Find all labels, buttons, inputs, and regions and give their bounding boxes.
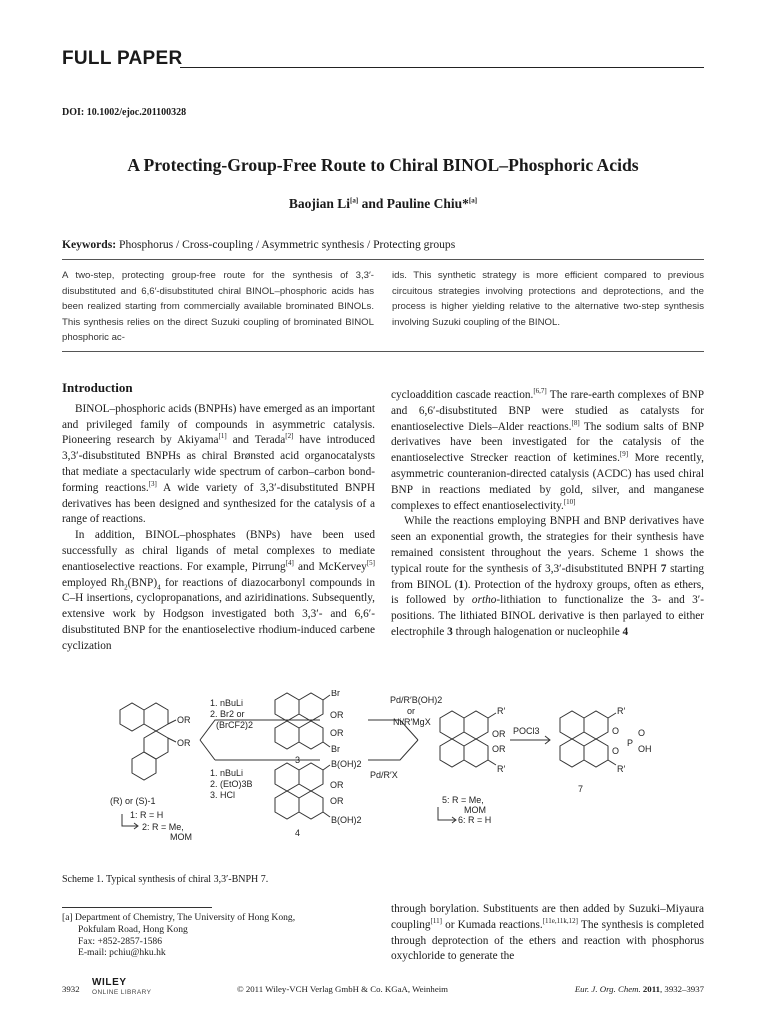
journal-pages: , 3932–3937 <box>660 984 704 994</box>
scheme-o: O <box>638 728 646 738</box>
journal-year: 2011 <box>642 984 661 994</box>
paper-title: A Protecting-Group-Free Route to Chiral BINOL–Phosphoric Acids <box>127 155 639 175</box>
keywords <box>62 238 704 251</box>
copyright: © 2011 Wiley-VCH Verlag GmbH & Co. KGaA, Weinheim <box>237 984 449 994</box>
scheme-rp: R′ <box>497 706 506 716</box>
compound-5-label: 5: R = Me, <box>442 795 484 805</box>
scheme-oh: OH <box>638 744 652 754</box>
column-right-lower <box>391 902 704 965</box>
scheme-reagent: 1. nBuLi <box>210 768 244 778</box>
compound-1-label: (R) or (S)-1 <box>110 796 156 806</box>
author-1-affil: [a] <box>350 196 359 205</box>
page-footer <box>62 978 704 1002</box>
compound-4-label: 4 <box>295 828 301 838</box>
abstract-top-rule <box>62 259 704 260</box>
abstract-right: ids. This synthetic strategy is more efficient compared to previous circuitous strategies involving protections and deprotections, and the process is higher yielding relative to the alternative two-step synthesis involving Suzuki coupling of the BINOL. <box>392 270 704 328</box>
keywords-text: Phosphorus / Cross-coupling / Asymmetric synthesis / Protecting groups <box>116 238 456 251</box>
footnote-line: Pokfulam Road, Hong Kong <box>78 923 188 935</box>
header-label: FULL PAPER <box>62 48 183 69</box>
scheme-reagent: (BrCF2)2 <box>216 720 254 730</box>
scheme-reagent: 3. HCl <box>210 790 236 800</box>
doi: DOI: 10.1002/ejoc.201100328 <box>62 107 187 118</box>
compound-3-label: 3 <box>295 755 301 765</box>
footnote-email[interactable]: E-mail: pchiu@hku.hk <box>78 947 166 959</box>
scheme-reagent: 1. nBuLi <box>210 698 244 708</box>
wiley-logo[interactable] <box>92 978 151 998</box>
scheme-rp: R′ <box>497 764 506 774</box>
authors <box>62 196 704 212</box>
scheme-or: OR <box>330 728 344 738</box>
scheme-reagent: Pd/R′B(OH)2 <box>390 695 443 705</box>
page-number: 3932 <box>62 984 80 994</box>
scheme-br: Br <box>331 690 340 698</box>
abstract <box>62 268 704 346</box>
scheme-o: O <box>612 746 620 756</box>
scheme-or: OR <box>177 715 191 725</box>
logo-word: WILEY <box>92 977 127 988</box>
compound-7-label: 7 <box>578 784 584 794</box>
running-header <box>62 48 704 74</box>
keywords-label: Keywords: <box>62 238 117 251</box>
footnote-rule <box>62 907 212 908</box>
scheme-boh2: B(OH)2 <box>331 815 362 825</box>
header-rule <box>180 67 704 68</box>
paragraph: through borylation. Substituents are then added by Suzuki–Miyaura coupling[11] or Kumada reactions.[11e,11k,12] The synthesis is completed through deprotection of the ethers and reaction with phosphorus oxychloride to generate the <box>391 903 704 963</box>
scheme-or: OR <box>330 796 344 806</box>
scheme-p: P <box>627 738 634 748</box>
author-and: and <box>358 196 387 211</box>
abstract-left: A two-step, protecting group-free route for the synthesis of 3,3′-disubstituted and 6,6′-disubstituted chiral BINOL–phosphoric acids has been realized starting from commercially available brominated BINOLs. This synthesis relies on the direct Suzuki coupling of brominated BINOL phosphoric ac- <box>62 270 374 344</box>
scheme-rp: R′ <box>617 706 626 716</box>
scheme-reagent: or <box>407 706 416 716</box>
scheme-or: OR <box>330 710 344 720</box>
scheme-mom: MOM <box>170 832 192 842</box>
scheme-o: O <box>612 726 620 736</box>
author-2: Pauline Chiu* <box>386 196 469 211</box>
scheme-pocl3: POCl3 <box>513 726 540 736</box>
scheme-reagent: 2. Br2 or <box>210 709 245 719</box>
scheme-or: OR <box>330 780 344 790</box>
compound-6-label: 6: R = H <box>458 815 492 825</box>
scheme-or: OR <box>492 744 506 754</box>
scheme-or: OR <box>492 729 506 739</box>
journal-name: Eur. J. Org. Chem. <box>574 984 641 994</box>
journal-citation <box>575 984 704 994</box>
scheme-rp: R′ <box>617 764 626 774</box>
scheme-r-h: 1: R = H <box>130 810 164 820</box>
scheme-reagent: 2. (EtO)3B <box>210 779 253 789</box>
logo-sub: ONLINE LIBRARY <box>92 989 152 996</box>
author-1: Baojian Li <box>288 196 351 211</box>
paragraph: In addition, BINOL–phosphates (BNPs) have been used successfully as chiral ligands of metal complexes to mediate enantioselective reactions. For example, Pirrung[4] and McKervey[5] employed $Rh_2(BNP)_4$ for reactions of diazocarbonyl compounds in C–H insertions, cyclopropanations, and aziridinations. Subsequently, extensive work by Hodgson investigated both 3,3′- and 6,6′-disubstituted BNP for the enantioselective rhodium-induced carbene cyclization <box>62 529 375 652</box>
scheme-1 <box>100 690 720 870</box>
paragraph: cycloaddition cascade reaction.[6,7] The rare-earth complexes of BNP and 6,6′-disubstituted BNP were studied as catalysts for enantioselective Diels–Alder reactions.[8] The sodium salts of BNP derivatives have been investigated for the catalysis of the enantioselective Strecker reaction of ketimines.[9] More recently, asymmetric counteranion-directed catalysis (ACDC) has used chiral BNP in reactions mediated by gold, silver, and manganese complexes to effect enantioselectivity.[10] <box>391 387 704 512</box>
author-2-affil: [a] <box>468 196 478 205</box>
affiliation-footnote <box>62 912 392 959</box>
footnote-line: Fax: +852-2857-1586 <box>78 935 163 947</box>
section-heading: Introduction <box>62 380 133 395</box>
paragraph: BINOL–phosphoric acids (BNPHs) have emerged as an important and privileged family of compounds in asymmetric catalysis. Pioneering research by Akiyama[1] and Terada[2] have introduced 3,3′-disubstituted BNPHs as chiral Brønsted acid organocatalysts that mediate a spectacularly wide spectrum of carbon–carbon bond-forming reactions.[3] A wide variety of 3,3′-disubstituted BNPH derivatives has been designed and synthesized for the catalysis of a range of reactions. <box>62 402 375 526</box>
scheme-br: Br <box>331 744 340 754</box>
scheme-or: OR <box>177 738 191 748</box>
scheme-caption: Scheme 1. Typical synthesis of chiral 3,3′-BNPH 7. <box>62 874 269 885</box>
scheme-mom: MOM <box>464 805 486 815</box>
scheme-boh2: B(OH)2 <box>331 759 362 769</box>
scheme-reagent: Ni/R′MgX <box>393 717 431 727</box>
column-left <box>62 380 375 655</box>
footnote-line: [a] Department of Chemistry, The University of Hong Kong, <box>62 912 296 923</box>
scheme-r-me: 2: R = Me, <box>142 822 184 832</box>
scheme-reagent: Pd/R′X <box>370 770 398 780</box>
paragraph: While the reactions employing BNPH and BNP derivatives have seen an exponential growth, the strategies for their synthesis have remained consistent throughout the years. Scheme 1 shows the typical route for the synthesis of 3,3′-disubstituted BNPH 7 starting from BINOL (1). Protection of the hydroxy groups, often as ethers, is followed by ortho-lithiation to functionalize the 3- and 3′-positions. The lithiated BINOL derivative is then parlayed to either electrophile 3 through halogenation or nucleophile 4 <box>391 515 704 638</box>
column-right <box>391 388 704 641</box>
abstract-bottom-rule <box>62 351 704 352</box>
